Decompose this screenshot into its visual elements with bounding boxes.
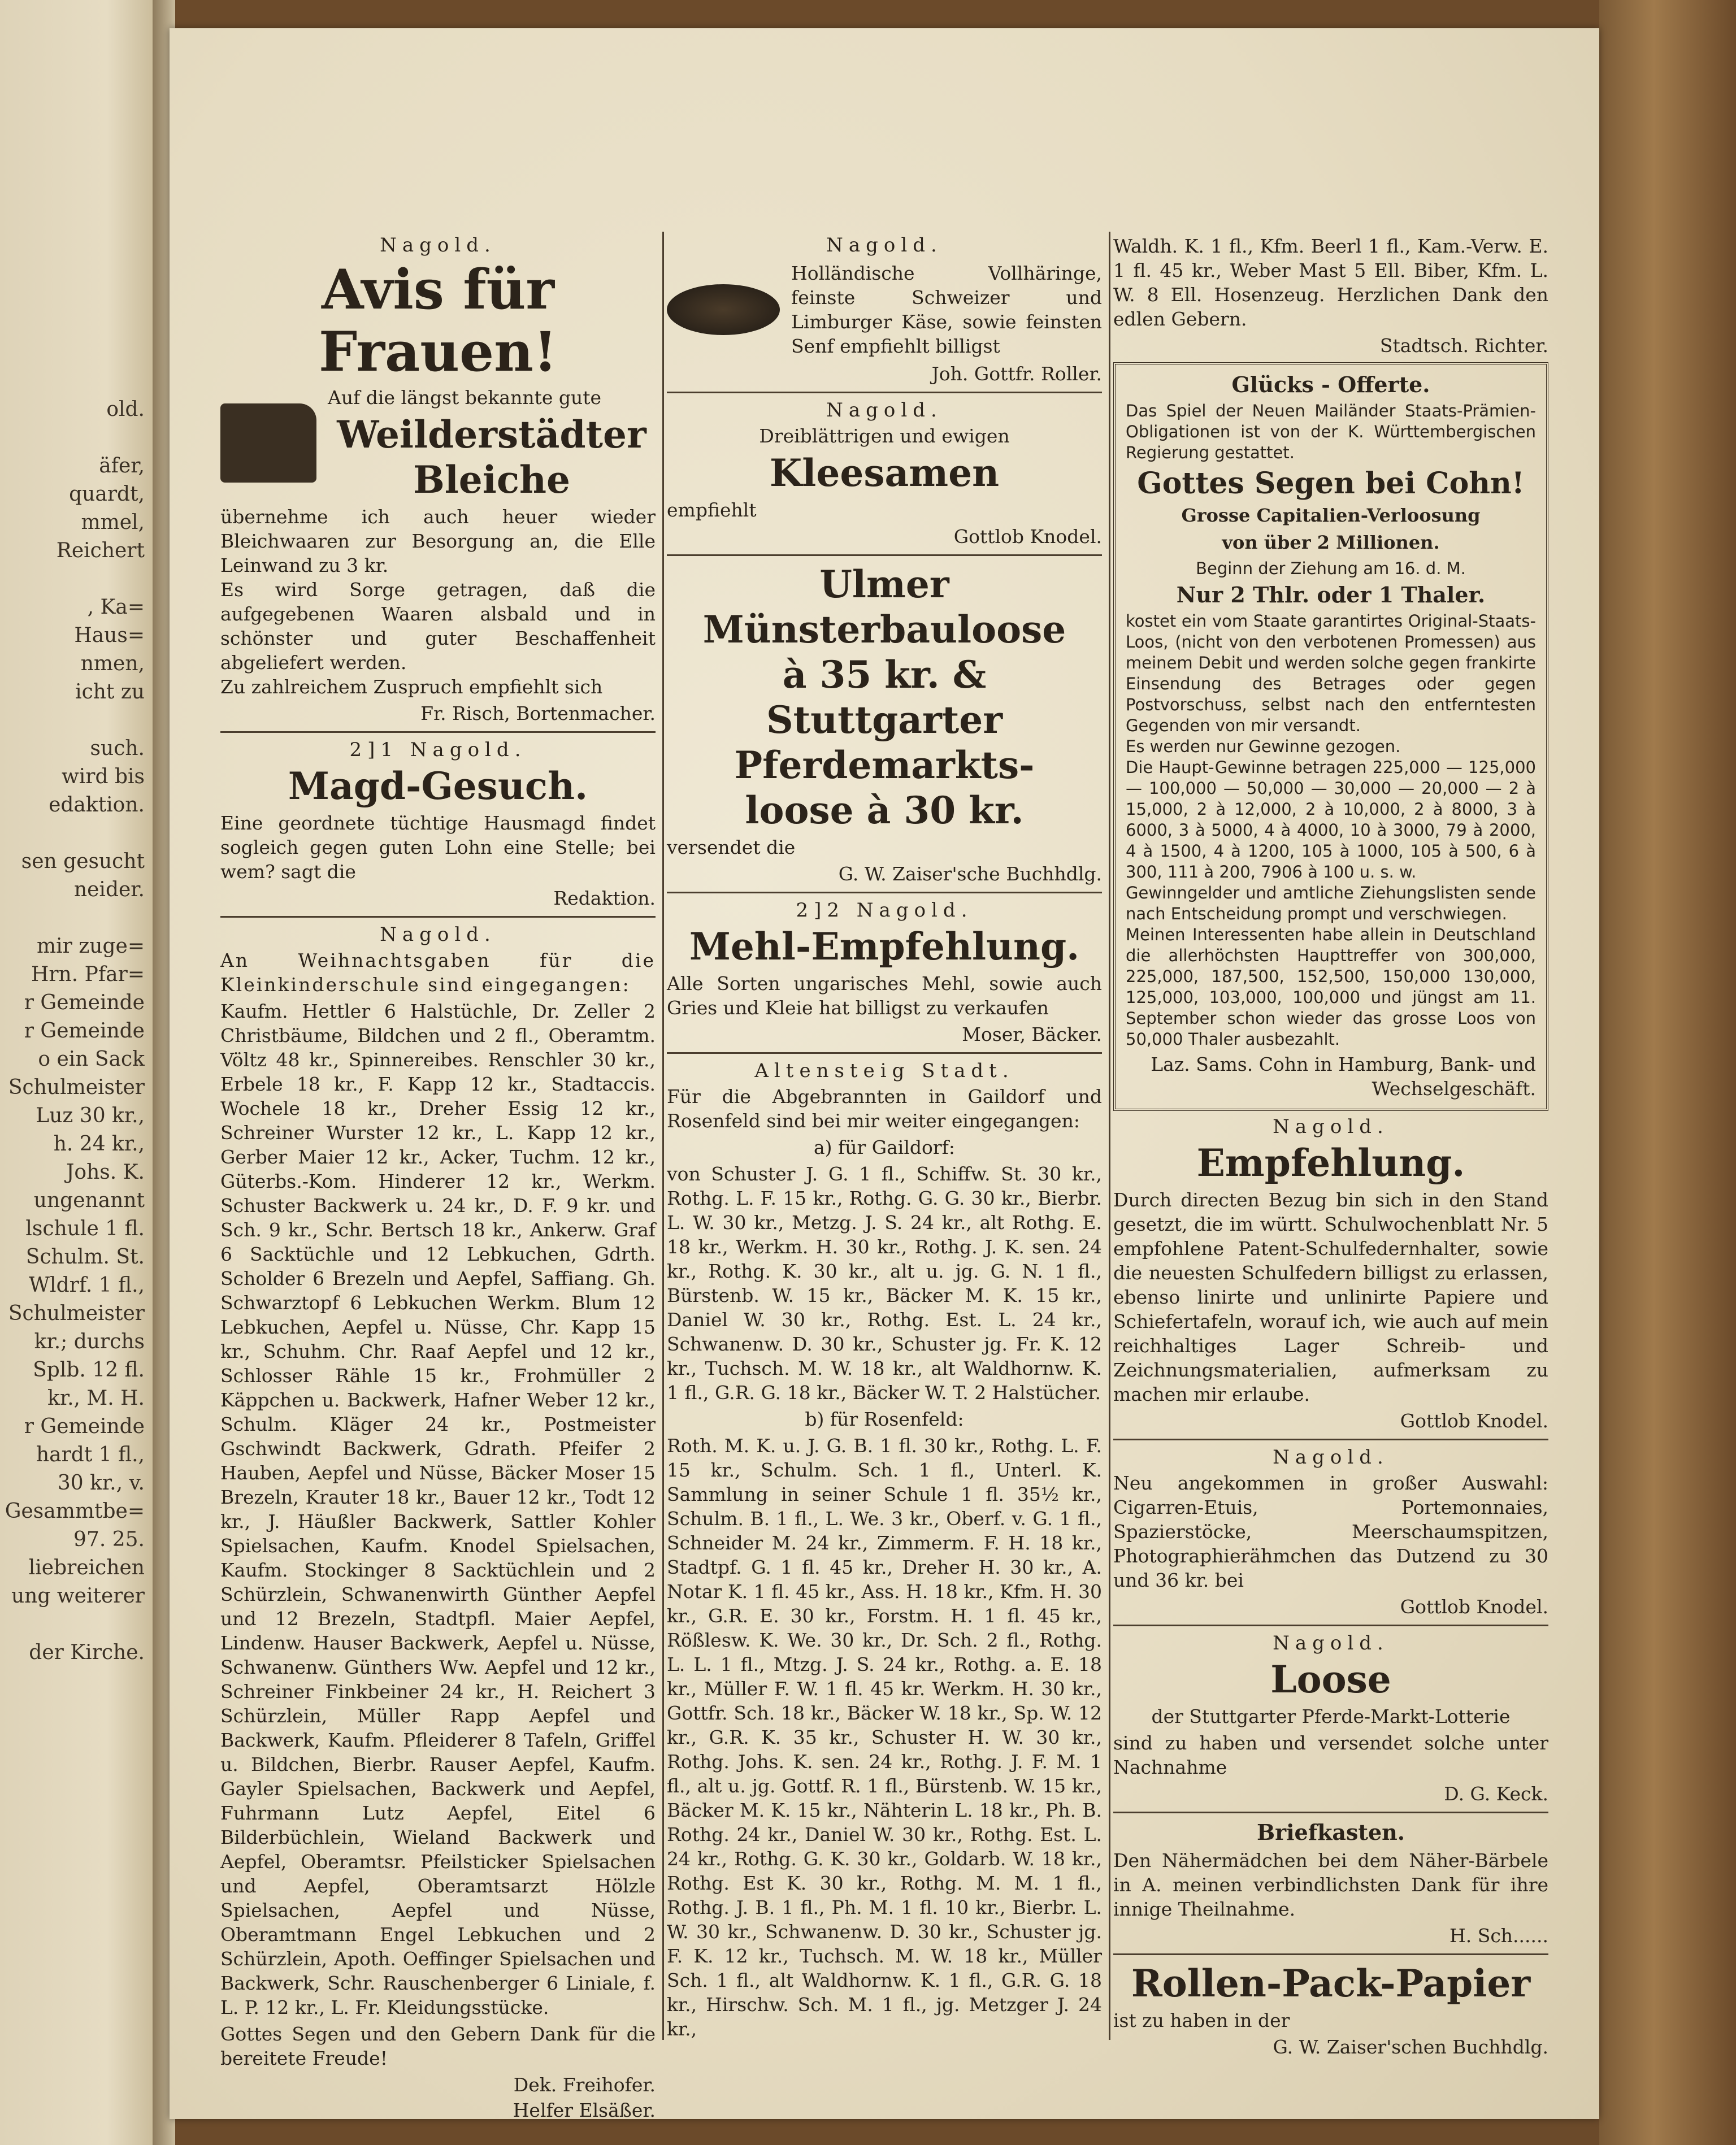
left-page-fragments: old. äfer, quardt, mmel, Reichert , Ka= Haus= nmen, icht zu such. wird bis edaktion. sen gesucht neider. mir zuge= Hrn. Pfar= r Gemeinde r Gemeinde o ein Sack Schulmeister Luz 30 kr., h. 24 kr., Johs. K. ungenannt lschule 1 fl. Schulm. St. Wldrf. 1 fl., Schulmeister kr.; durchs Splb. 12 fl. kr., M. H. r Gemeinde hardt 1 fl., 30 kr., v. Gesammtbe= 97. 25. liebreichen ung weiterer der Kirche. [5, 398, 145, 1664]
divider [220, 916, 656, 918]
ad-body: empfiehlt [667, 499, 757, 521]
ad-signature: Laz. Sams. Cohn in Hamburg, Bank- und Wechselgeschäft. [1151, 1053, 1536, 1100]
ad-subtitle: Weilderstädter Bleiche [337, 412, 646, 502]
ad-title: Loose [1270, 1657, 1391, 1701]
place-label: Nagold. [380, 923, 496, 946]
notice-continued [1113, 234, 1548, 358]
notice-signature: Helfer Elsäßer. [513, 2099, 656, 2121]
briefkasten [1113, 1819, 1548, 1948]
notice-altensteig [667, 1060, 1102, 2041]
ad-title: Glücks - Offerte. [1231, 372, 1430, 397]
ad-title: Magd-Gesuch. [288, 764, 588, 808]
ad-pack-papier [1113, 1961, 1548, 2059]
column-rule [1109, 232, 1110, 2040]
place-label: Nagold. [826, 399, 943, 422]
divider [220, 731, 656, 733]
place-label: Nagold. [1273, 1446, 1389, 1469]
ad-signature: Fr. Risch, Bortenmacher. [420, 702, 656, 724]
place-label: Nagold. [380, 234, 496, 257]
notice-subheading: b) für Rosenfeld: [805, 1408, 964, 1430]
ad-body: sind zu haben und versendet solche unter Nachnahme [1113, 1732, 1548, 1778]
ad-mehl-empfehlung [667, 899, 1102, 1047]
ad-signature: G. W. Zaiser'schen Buchhdlg. [1273, 2036, 1548, 2058]
ad-loose-zaiser [667, 562, 1102, 886]
notice-body: Roth. M. K. u. J. G. B. 1 fl. 30 kr., Rothg. L. F. 15 kr., Schulm. Sch. 1 fl., Unterl. K. Sammlung in seiner Schule 1 fl. 35½ kr., Schulm. B. 1 fl., L. We. 3 kr., Oberf. v. G. 1 fl., Schneider M. 24 kr., Zimmerm. F. H. 18 kr., Stadtpf. G. 1 fl. 45 kr., Dreher H. 30 kr., A. Notar K. 1 fl. 45 kr., Ass. H. 18 kr., Kfm. H. 30 kr., G.R. E. 30 kr., Forstm. H. 1 fl. 45 kr., Rößlesw. K. We. 30 kr., Dr. Sch. 2 fl., Rothg. L. L. 1 fl., Mtzg. J. S. 24 kr., Rothg. a. E. 18 kr., Müller F. W. 1 fl. 45 kr. Werkm. H. 30 kr., Gottfr. Sch. 18 kr., Bäcker W. 18 kr., Sp. W. 12 kr., G.R. K. 35 kr., Schuster H. W. 30 kr., Rothg. Johs. K. sen. 24 kr., Rothg. J. F. M. 1 fl., alt u. jg. Gottf. R. 1 fl., Bürstenb. W. 15 kr., Bäcker M. K. 15 kr., Nähterin L. 18 kr., Ph. B. Rothg. 24 kr., Daniel W. 30 kr., Rothg. Est. L. 24 kr., Rothg. G. K. 30 kr., Goldarb. W. 18 kr., Rothg. Est K. 30 kr., Rothg. M. M. 1 fl., Rothg. J. B. 1 fl., Ph. M. 1 fl. 10 kr., Bierbr. L. W. 30 kr., Schwanenw. D. 30 kr., Schuster jg. F. K. 12 kr., Tuchsch. M. W. 18 kr., Müller Sch. 1 fl., alt Waldhornw. K. 1 fl., G.R. G. 18 kr., Hirschw. Sch. M. 1 fl., jg. Metzger J. 24 kr., [667, 1435, 1102, 2040]
divider [667, 892, 1102, 893]
ad-title: Empfehlung. [1196, 1141, 1465, 1185]
briefkasten-body: Den Nähermädchen bei dem Näher-Bärbele in A. meinen verbindlichsten Dank für ihre innige Theilnahme. [1113, 1849, 1548, 1920]
ad-header-row [667, 259, 1102, 361]
ad-line: Beginn der Ziehung am 16. d. M. [1196, 559, 1466, 578]
divider [1113, 1439, 1548, 1440]
place-label: Altensteig Stadt. [754, 1060, 1014, 1082]
ad-kleesamen [667, 399, 1102, 549]
ad-signature: Redaktion. [553, 887, 656, 909]
ad-signature: Gottlob Knodel. [1400, 1596, 1548, 1618]
ad-body: Neu angekommen in großer Auswahl: Cigarren-Etuis, Portemonnaies, Spazierstöcke, Meerschaumspitzen, Photographierähmchen das Dutzend zu 30 und 36 kr. bei [1113, 1472, 1548, 1591]
ad-title-line: Ulmer Münsterbauloose [702, 562, 1066, 652]
ad-intro: Dreiblättrigen und ewigen [759, 425, 1010, 447]
ad-body: Eine geordnete tüchtige Hausmagd findet sogleich gegen guten Lohn eine Stelle; bei wem? sagt die [220, 812, 656, 883]
ad-roller [667, 234, 1102, 386]
ad-body: Alle Sorten ungarisches Mehl, sowie auch Gries und Kleie hat billigst zu verkaufen [667, 972, 1102, 1019]
ad-avis-fuer-frauen [220, 234, 656, 726]
notice-weihnachtsgaben [220, 923, 656, 2122]
place-label: Nagold. [1273, 1632, 1389, 1655]
ad-header-row [220, 383, 656, 502]
ad-title-line: loose à 30 kr. [745, 788, 1024, 832]
place-label: Nagold. [826, 234, 943, 257]
ad-body: übernehme ich auch heuer wieder Bleichwaaren zur Besorgung an, die Elle Leinwand zu 3 kr. Es wird Sorge getragen, daß die aufgegebenen Waaren alsbald und in schönster und guter Beschaffenheit abgeliefert werden. Zu zahlreichem Zuspruch empfiehlt sich [220, 506, 656, 698]
notice-body: von Schuster J. G. 1 fl., Schiffw. St. 30 kr., Rothg. L. F. 15 kr., Rothg. G. G. 30 kr., Bierbr. L. W. 30 kr., Metzg. J. S. 24 kr., alt Rothg. E. 18 kr., Werkm. H. 30 kr., Rothg. J. K. sen. 24 kr., Rothg. K. 30 kr., alt u. jg. G. N. 1 fl., Bürstenb. W. 15 kr., Bäcker M. K. 15 kr., Daniel W. 30 kr., Rothg. Est. L. 24 kr., Schwanenw. D. 30 kr., Schuster jg. Fr. K. 12 kr., Tuchsch. M. W. 18 kr., alt Waldhornw. K. 1 fl., G.R. G. 18 kr., Bäcker W. T. 2 Halstücher. [667, 1163, 1102, 1404]
ad-price: Nur 2 Thlr. oder 1 Thaler. [1176, 582, 1486, 607]
notice-heading: An Weihnachtsgaben für die Kleinkinderschule sind eingegangen: [220, 949, 656, 996]
ad-empfehlung [1113, 1115, 1548, 1433]
column-2 [667, 232, 1102, 2043]
newspaper-page [170, 28, 1599, 2119]
place-label: 2]2 Nagold. [796, 899, 973, 922]
divider [667, 554, 1102, 556]
divider [1113, 1625, 1548, 1626]
ad-subtitle: der Stuttgarter Pferde-Markt-Lotterie [1151, 1705, 1511, 1727]
ad-gluecks-offerte [1113, 362, 1548, 1111]
ad-body: Holländische Vollhäringe, feinste Schweizer und Limburger Käse, sowie feinsten Senf empfiehlt billigst [791, 262, 1102, 357]
ad-line: Grosse Capitalien-Verloosung [1181, 505, 1481, 526]
ad-cigarren [1113, 1446, 1548, 1619]
divider [1113, 1812, 1548, 1813]
place-label: 2]1 Nagold. [349, 739, 527, 761]
ad-intro: Das Spiel der Neuen Mailänder Staats-Prämien-Obligationen ist von der K. Württembergischen Regierung gestattet. [1126, 401, 1536, 462]
ad-body: Durch directen Bezug bin sich in den Stand gesetzt, die im württ. Schulwochenblatt Nr. 5 empfohlene Patent-Schulfedernhalter, sowie die neuesten Schulfedern billigst zu erlassen, ebenso linirte und unlinirte Papiere und Schiefertafeln, worauf ich, wie auch auf mein reichhaltiges Lager Schreib- und Zeichnungsmaterialien, aufmerksam zu machen mir erlaube. [1113, 1189, 1548, 1405]
left-page [0, 0, 153, 2145]
column-3 [1113, 232, 1548, 2060]
briefkasten-signature: H. Sch...... [1449, 1925, 1548, 1947]
notice-signature: Stadtsch. Richter. [1379, 335, 1548, 357]
column-rule [662, 232, 664, 2040]
ad-signature: Gottlob Knodel. [953, 526, 1102, 548]
ad-title: Kleesamen [769, 451, 1000, 495]
ad-signature: Gottlob Knodel. [1400, 1410, 1548, 1432]
ad-line: von über 2 Millionen. [1222, 532, 1440, 553]
book-edge [1599, 0, 1736, 2145]
ad-title-line: à 35 kr. & [782, 653, 987, 697]
ad-signature: D. G. Keck. [1444, 1783, 1548, 1805]
ad-signature: Joh. Gottfr. Roller. [931, 363, 1102, 385]
ad-slogan: Gottes Segen bei Cohn! [1137, 466, 1525, 501]
ad-title: Mehl-Empfehlung. [689, 924, 1080, 969]
ad-title: Avis für Frauen! [318, 258, 558, 384]
notice-signature: Dek. Freihofer. [513, 2074, 656, 2096]
ad-signature: G. W. Zaiser'sche Buchhdlg. [838, 863, 1102, 885]
divider [667, 392, 1102, 393]
ad-signature: Moser, Bäcker. [962, 1023, 1102, 1045]
ad-body: versendet die [667, 836, 796, 858]
fish-icon [667, 284, 780, 335]
notice-intro: Für die Abgebrannten in Gaildorf und Rosenfeld sind bei mir weiter eingegangen: [667, 1085, 1102, 1132]
place-label: Nagold. [1273, 1115, 1389, 1138]
notice-thanks: Gottes Segen und den Gebern Dank für die bereitete Freude! [220, 2023, 656, 2069]
notice-subheading: a) für Gaildorf: [813, 1136, 955, 1158]
column-1 [220, 232, 656, 2124]
ad-magd-gesuch [220, 739, 656, 910]
ad-title: Rollen-Pack-Papier [1131, 1961, 1531, 2005]
ad-intro: Auf die längst bekannte gute [328, 387, 602, 409]
ad-body: kostet ein vom Staate garantirtes Original-Staats-Loos, (nicht von den verbotenen Promessen) aus meinem Debit und werden solche gegen frankirte Einsendung des Betrages oder gegen Postvorschuss, selbst nach den entferntesten Gegenden von mir versandt. Es werden nur Gewinne gezogen. Die Haupt-Gewinne betragen 225,000 — 125,000 — 100,000 — 50,000 — 30,000 — 20,000 — 2 à 15,000, 2 à 12,000, 2 à 10,000, 2 à 8000, 3 à 6000, 3 à 5000, 4 à 4000, 10 à 3000, 79 à 2000, 4 à 1500, 4 à 1200, 105 à 1000, 105 à 500, 6 à 300, 111 à 200, 7906 à 100 u. s. w. Gewinngelder und amtliche Ziehungslisten sende nach Entscheidung prompt und verschwiegen. Meinen Interessenten habe allein in Deutschland die allerhöchsten Haupttreffer von 300,000, 225,000, 187,500, 152,500, 150,000 130,000, 125,000, 103,000, 100,000 und jüngst am 11. September schon wieder das grosse Loos von 50,000 Thaler ausbezahlt. [1126, 611, 1536, 1049]
bleacher-woodcut-icon [220, 403, 316, 483]
ad-body: ist zu haben in der [1113, 2009, 1290, 2031]
divider [1113, 1953, 1548, 1955]
ad-loose-keck [1113, 1632, 1548, 1806]
divider [667, 1052, 1102, 1054]
briefkasten-title: Briefkasten. [1256, 1820, 1405, 1845]
notice-body: Kaufm. Hettler 6 Halstüchle, Dr. Zeller 2 Christbäume, Bildchen und 2 fl., Oberamtm. Völtz 48 kr., Spinnereibes. Renschler 30 kr., Erbele 18 kr., F. Kapp 12 kr., Stadtaccis. Wochele 18 kr., Dreher Essig 12 kr., Schreiner Wurster 12 kr., L. Kapp 12 kr., Gerber Maier 12 kr., Acker, Tuchm. 12 kr., Güterbs.-Kom. Hinderer 12 kr., Werkm. Schuster Backwerk u. 24 kr., D. F. 9 kr. und Sch. 9 kr., Schr. Bertsch 18 kr., Ankerw. Graf 6 Sacktüchle und 12 Lebkuchen, Gdrth. Scholder 6 Brezeln und Aepfel, Saffiang. Gh. Schwarztopf 6 Lebkuchen Werkm. Blum 12 Lebkuchen, Aepfel u. Nüsse, Chr. Kapp 15 kr., Schuhm. Chr. Raaf Aepfel und 12 kr., Schlosser Rähle 15 kr., Frohmüller 2 Käppchen u. Backwerk, Hafner Weber 12 kr., Schulm. Kläger 24 kr., Postmeister Gschwindt Backwerk, Gdrath. Pfeifer 2 Hauben, Aepfel und Nüsse, Bäcker Moser 15 Brezeln, Krauter 18 kr., Bauer 12 kr., Todt 12 kr., J. Häußler Backwerk, Sattler Kohler Spielsachen, Kaufm. Knodel Spielsachen, Kaufm. Stockinger 8 Sacktüchlein und 2 Schürzlein, Schwanenwirth Günther Aepfel und 12 Brezeln, Stadtpfl. Maier Aepfel, Lindenw. Hauser Backwerk, Aepfel u. Nüsse, Schwanenw. Günthers Ww. Aepfel und 12 kr., Schreiner Finkbeiner 24 kr., H. Reichert 3 Schürzlein, Müller Rapp Aepfel und Backwerk, Kaufm. Pfleiderer 8 Tafeln, Griffel u. Bildchen, Bierbr. Rauser Aepfel, Kaufm. Gayler Spielsachen, Backwerk und Aepfel, Fuhrmann Lutz Aepfel, Eitel 6 Bilderbüchlein, Wieland Backwerk und Aepfel, Oberamtsr. Pfeilsticker Spielsachen und Aepfel, Oberamtsarzt Hölzle Spielsachen, Aepfel und Nüsse, Oberamtmann Engel Lebkuchen und 2 Schürzlein, Apoth. Oeffinger Spielsachen und Backwerk, Schr. Rauschenberger 6 Liniale, f. L. P. 12 kr., L. Fr. Kleidungsstücke. [220, 1000, 656, 2018]
notice-body: Waldh. K. 1 fl., Kfm. Beerl 1 fl., Kam.-Verw. E. 1 fl. 45 kr., Weber Mast 5 Ell. Biber, Kfm. L. W. 8 Ell. Hosenzeug. Herzlichen Dank den edlen Gebern. [1113, 235, 1548, 330]
ad-title-line: Stuttgarter Pferdemarkts- [734, 698, 1035, 787]
